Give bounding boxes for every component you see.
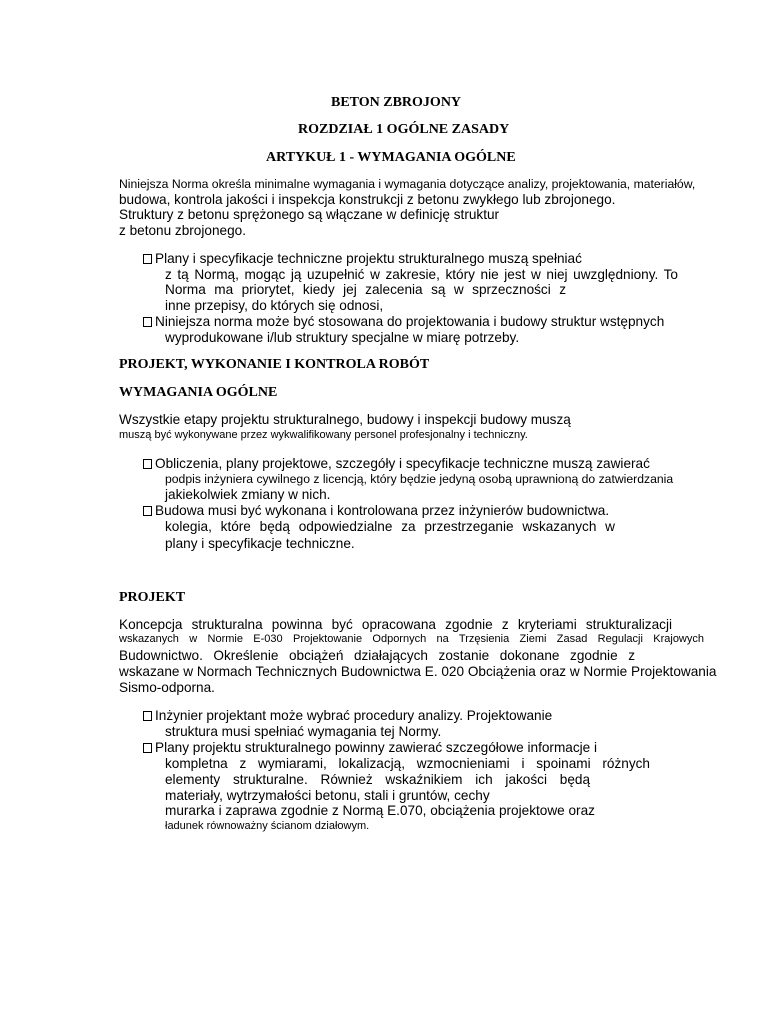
section-heading: PROJEKT, WYKONANIE I KONTROLA ROBÓT [119, 357, 430, 372]
section-heading: WYMAGANIA OGÓLNE [119, 385, 278, 400]
bullet-item: Budowa musi być wykonana i kontrolowana przez inżynierów budownictwa. [143, 504, 609, 518]
bullet-box-icon [143, 459, 152, 469]
bullet-continuation: z tą Normą, mogąc ją uzupełnić w zakresie, który nie jest w niej uwzględniony. To [165, 267, 678, 282]
bullet-box-icon [143, 711, 152, 721]
bullet-continuation: materiały, wytrzymałości betonu, stali i gruntów, cechy [165, 788, 490, 803]
bullet-continuation: struktura musi spełniać wymagania tej Normy. [165, 724, 442, 739]
bullet-continuation: kompletna z wymiarami, lokalizacją, wzmocnieniami i spoinami różnych [165, 756, 650, 771]
bullet-item: Obliczenia, plany projektowe, szczegóły i specyfikacje techniczne muszą zawierać [143, 457, 650, 471]
bullet-box-icon [143, 506, 152, 516]
general-line: Wszystkie etapy projektu strukturalnego, budowy i inspekcji budowy muszą [119, 412, 571, 427]
bullet-continuation: ładunek równoważny ścianom działowym. [165, 820, 370, 832]
article-heading: ARTYKUŁ 1 - WYMAGANIA OGÓLNE [266, 150, 516, 165]
bullet-item: Plany projektu strukturalnego powinny zawierać szczegółowe informacje i [143, 741, 649, 755]
bullet-box-icon [143, 743, 152, 753]
bullet-continuation: elementy strukturalne. Również wskaźnikiem ich jakości będą [165, 772, 590, 787]
intro-line: Struktury z betonu sprężonego są włączane w definicję struktur [119, 207, 500, 222]
bullet-item: Niniejsza norma może być stosowana do projektowania i budowy struktur wstępnych [143, 315, 709, 329]
chapter-heading: ROZDZIAŁ 1 OGÓLNE ZASADY [298, 122, 510, 137]
bullet-continuation: podpis inżyniera cywilnego z licencją, który będzie jedyną osobą uprawnioną do zatwierdzania [165, 472, 674, 486]
bullet-continuation: inne przepisy, do których się odnosi, [165, 298, 384, 313]
projekt-line: Koncepcja strukturalna powinna być opracowana zgodnie z kryteriami strukturalizacji [119, 617, 672, 632]
projekt-line: wskazane w Normach Technicznych Budownictwa E. 020 Obciążenia oraz w Normie Projektowania [119, 664, 717, 679]
projekt-line: Budownictwo. Określenie obciążeń działających zostanie dokonane zgodnie z [119, 648, 635, 663]
bullet-item: Plany i specyfikacje techniczne projektu strukturalnego muszą spełniać [143, 252, 582, 266]
bullet-box-icon [143, 317, 152, 327]
bullet-box-icon [143, 254, 152, 264]
bullet-item: Inżynier projektant może wybrać procedury analizy. Projektowanie [143, 709, 552, 723]
intro-line: Niniejsza Norma określa minimalne wymagania i wymagania dotyczące analizy, projektowania, materiałów, [119, 177, 696, 191]
projekt-line: Sismo-odporna. [119, 680, 215, 695]
bullet-continuation: plany i specyfikacje techniczne. [165, 536, 355, 551]
intro-line: z betonu zbrojonego. [119, 223, 246, 238]
section-heading: PROJEKT [119, 590, 186, 605]
general-line: muszą być wykonywane przez wykwalifikowany personel profesjonalny i techniczny. [119, 429, 528, 441]
bullet-continuation: wyprodukowane i/lub struktury specjalne w miarę potrzeby. [165, 330, 520, 345]
document-title: BETON ZBROJONY [331, 95, 462, 110]
bullet-continuation: kolegia, które będą odpowiedzialne za przestrzeganie wskazanych w [165, 519, 615, 534]
bullet-continuation: murarka i zaprawa zgodnie z Normą E.070, obciążenia projektowe oraz [165, 803, 595, 818]
intro-line: budowa, kontrola jakości i inspekcja konstrukcji z betonu zwykłego lub zbrojonego. [119, 192, 616, 207]
bullet-continuation: jakiekolwiek zmiany w nich. [165, 487, 331, 502]
projekt-line: wskazanych w Normie E-030 Projektowanie Odpornych na Trzęsienia Ziemi Zasad Regulacji Krajowych [119, 633, 704, 645]
bullet-continuation: Norma ma priorytet, kiedy jej zalecenia są w sprzeczności z [165, 282, 566, 297]
